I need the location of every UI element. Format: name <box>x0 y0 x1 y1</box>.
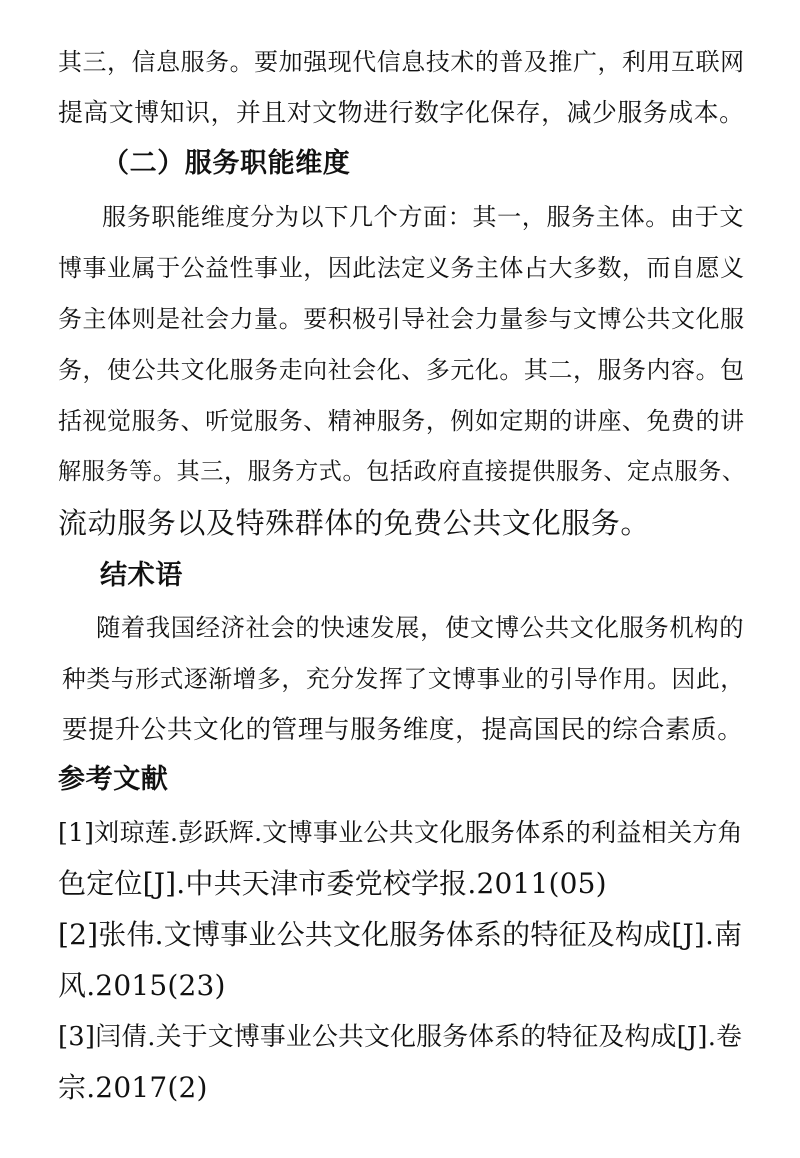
reference-line: [2]张伟.文博事业公共文化服务体系的特征及构成[J].南 <box>58 918 743 951</box>
reference-line: [1]刘琼莲.彭跃辉.文博事业公共文化服务体系的利益相关方角 <box>58 818 743 847</box>
references-heading: 参考文献 <box>58 764 169 795</box>
body-text-line: 括视觉服务、听觉服务、精神服务，例如定期的讲座、免费的讲 <box>58 407 745 435</box>
body-text-line: 解服务等。其三，服务方式。包括政府直接提供服务、定点服务、 <box>58 459 746 485</box>
body-text-line: 流动服务以及特殊群体的免费公共文化服务。 <box>58 506 651 540</box>
body-text-line: 其三，信息服务。要加强现代信息技术的普及推广，利用互联网 <box>58 48 745 76</box>
reference-line: 风.2015(23) <box>58 969 226 1002</box>
reference-line: 色定位[J].中共天津市委党校学报.2011(05) <box>58 867 607 900</box>
reference-line: 宗.2017(2) <box>58 1071 208 1104</box>
reference-line: [3]闫倩.关于文博事业公共文化服务体系的特征及构成[J].卷 <box>58 1022 743 1052</box>
body-text-line: 提高文博知识，并且对文物进行数字化保存，减少服务成本。 <box>58 98 745 127</box>
body-text-line: 种类与形式逐渐增多，充分发挥了文博事业的引导作用。因此， <box>62 665 745 693</box>
body-text-line: 务，使公共文化服务走向社会化、多元化。其二，服务内容。包 <box>58 356 745 384</box>
body-text-line: 要提升公共文化的管理与服务维度，提高国民的综合素质。 <box>62 715 744 745</box>
body-text-line: 务主体则是社会力量。要积极引导社会力量参与文博公共文化服 <box>58 305 745 333</box>
body-text-line: 随着我国经济社会的快速发展，使文博公共文化服务机构的 <box>96 613 745 642</box>
body-text-line: 服务职能维度分为以下几个方面：其一，服务主体。由于文 <box>102 203 745 231</box>
section-heading: （二）服务职能维度 <box>102 148 351 179</box>
body-text-line: 博事业属于公益性事业，因此法定义务主体占大多数，而自愿义 <box>58 254 745 282</box>
conclusion-heading: 结术语 <box>100 560 183 591</box>
